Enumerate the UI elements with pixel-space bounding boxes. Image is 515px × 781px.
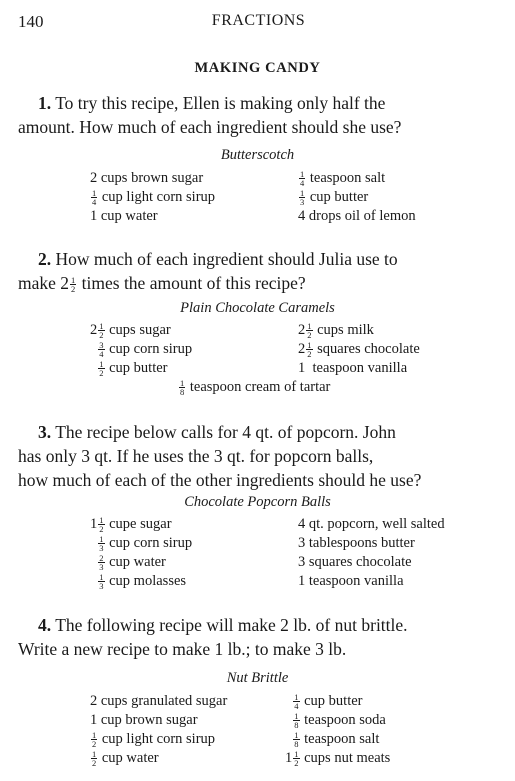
problem-1 [18, 91, 501, 139]
problem-4 [18, 613, 501, 661]
problem-3 [18, 420, 501, 492]
ingredient-list-right [298, 169, 416, 226]
problem-text: Write a new recipe to make 1 lb.; to make 3 lb. [18, 639, 347, 659]
recipe-title: Nut Brittle [226, 670, 289, 686]
ingredient: $\frac{1}{2}$ cup water [92, 749, 159, 769]
page-header [18, 12, 499, 34]
problem-2 [18, 247, 501, 295]
ingredient: $\frac{1}{4}$ cup light corn sirup [92, 188, 216, 208]
ingredient-center: $\frac{1}{8}$ teaspoon cream of tartar [180, 378, 331, 398]
ingredient: 4 drops oil of lemon [298, 208, 416, 224]
running-head: FRACTIONS [211, 12, 306, 29]
ingredient-list-right [285, 692, 390, 768]
ingredient: 2 cups brown sugar [90, 170, 204, 186]
ingredient: 1 cup water [90, 208, 158, 224]
page-number: 140 [18, 12, 44, 31]
problem-text: make 2 $\frac{1}{2}$ times the amount of this recipe? [18, 273, 306, 295]
ingredient: $\frac{1}{3}$ cup molasses [99, 572, 187, 592]
ingredient: $\frac{1}{8}$ teaspoon soda [294, 711, 386, 731]
ingredient: $\frac{1}{2}$ cup butter [99, 359, 168, 379]
problem-number: 1. [38, 93, 52, 113]
section-title: MAKING CANDY [194, 60, 321, 76]
ingredient: 3 tablespoons butter [298, 535, 415, 551]
ingredient: $\frac{3}{4}$ cup corn sirup [99, 340, 193, 360]
ingredient-list-left [90, 169, 215, 226]
ingredient: 4 qt. popcorn, well salted [298, 516, 445, 532]
problem-text: how much of each of the other ingredients should he use? [18, 470, 422, 490]
ingredient: $\frac{1}{8}$ teaspoon salt [294, 730, 380, 750]
ingredient: $\frac{1}{3}$ cup butter [300, 188, 369, 208]
ingredient: 1 $\frac{1}{2}$ cups nut meats [285, 749, 391, 769]
ingredient: 1 teaspoon vanilla [298, 360, 408, 376]
recipe-title: Plain Chocolate Caramels [180, 300, 335, 316]
problem-text: How much of each ingredient should Julia use to [55, 249, 398, 269]
ingredient: 1 cup brown sugar [90, 712, 198, 728]
ingredient: $\frac{1}{4}$ cup butter [294, 692, 363, 712]
problem-text: amount. How much of each ingredient should she use? [18, 117, 402, 137]
problem-text: The following recipe will make 2 lb. of nut brittle. [55, 615, 408, 635]
ingredient: 1 $\frac{1}{2}$ cupe sugar [90, 515, 172, 535]
ingredient-list-left [90, 692, 227, 768]
ingredient: 3 squares chocolate [298, 554, 412, 570]
ingredient-list-right [298, 321, 420, 378]
ingredient: $\frac{1}{2}$ cup light corn sirup [92, 730, 216, 750]
problem-text: has only 3 qt. If he uses the 3 qt. for popcorn balls, [18, 446, 374, 466]
ingredient-list-right [298, 515, 445, 591]
problem-text: To try this recipe, Ellen is making only half the [55, 93, 386, 113]
ingredient: $\frac{1}{3}$ cup corn sirup [99, 534, 193, 554]
ingredient: 1 teaspoon vanilla [298, 573, 404, 589]
recipe-title: Butterscotch [220, 147, 295, 163]
recipe-title: Chocolate Popcorn Balls [184, 494, 331, 510]
ingredient: $\frac{2}{3}$ cup water [99, 553, 166, 573]
ingredient: 2 $\frac{1}{2}$ cups milk [298, 321, 374, 341]
problem-text: The recipe below calls for 4 qt. of popcorn. John [55, 422, 396, 442]
ingredient-list-left [90, 321, 192, 378]
ingredient: 2 cups granulated sugar [90, 693, 228, 709]
problem-number: 3. [38, 422, 52, 442]
ingredient: 2 $\frac{1}{2}$ squares chocolate [298, 340, 420, 360]
ingredient: $\frac{1}{4}$ teaspoon salt [300, 169, 386, 189]
problem-number: 4. [38, 615, 52, 635]
problem-number: 2. [38, 249, 52, 269]
ingredient: 2 $\frac{1}{2}$ cups sugar [90, 321, 171, 341]
ingredient-list-left [90, 515, 192, 591]
